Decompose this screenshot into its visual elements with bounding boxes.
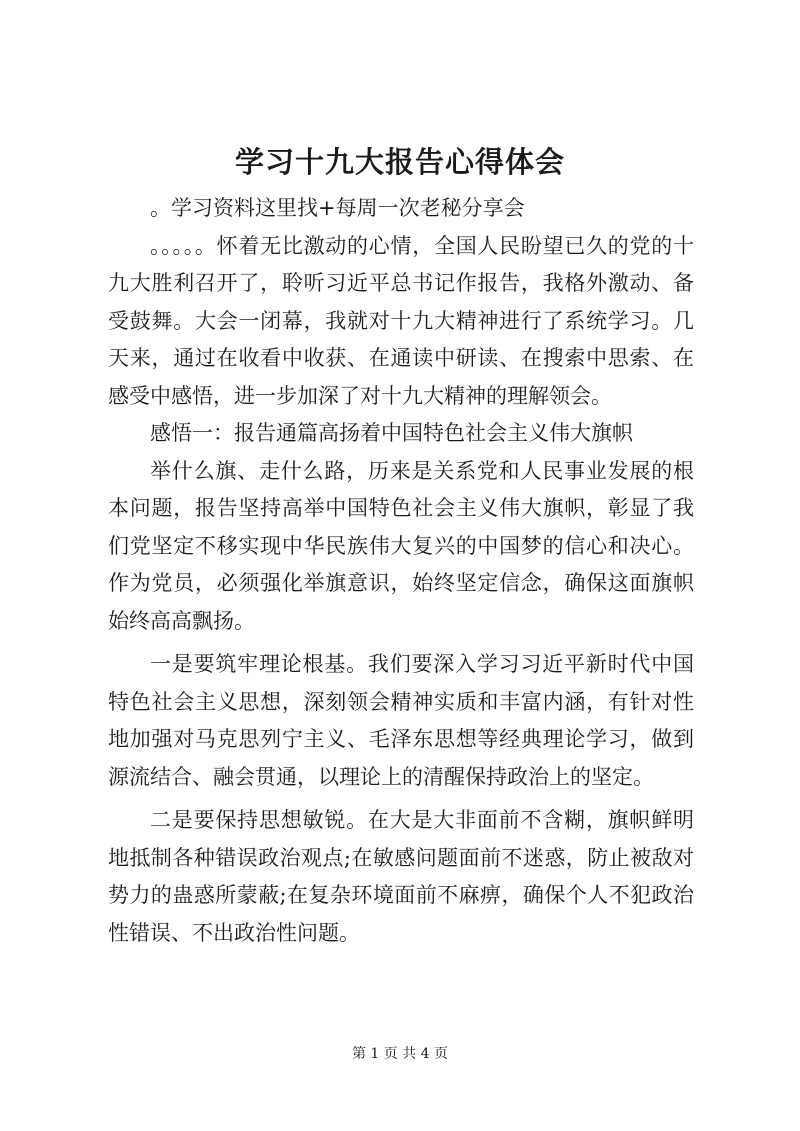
document-body	[108, 190, 694, 952]
page-footer: 第 1 页 共 4 页	[351, 1046, 449, 1062]
paragraph-heading-insight-one: 感悟一：报告通篇高扬着中国特色社会主义伟大旗帜	[150, 421, 633, 445]
paragraph-flag: 举什么旗、走什么路，历来是关系党和人民事业发展的根本问题，报告坚持高举中国特色社会主义伟大旗帜，彰显了我们党坚定不移实现中华民族伟大复兴的中国梦的信心和决心。作为党员，必须强化举旗意识，始终坚定信念，确保这面旗帜始终高高飘扬。	[108, 458, 694, 633]
paragraph-point-two: 二是要保持思想敏锐。在大是大非面前不含糊，旗帜鲜明地抵制各种错误政治观点;在敏感问题面前不迷惑，防止被敌对势力的蛊惑所蒙蔽;在复杂环境面前不麻痹，确保个人不犯政治性错误、不出政治性问题。	[108, 808, 694, 945]
paragraph-point-one: 一是要筑牢理论根基。我们要深入学习习近平新时代中国特色社会主义思想，深刻领会精神实质和丰富内涵，有针对性地加强对马克思列宁主义、毛泽东思想等经典理论学习，做到源流结合、融会贯通，以理论上的清醒保持政治上的坚定。	[108, 652, 694, 789]
document-title: 学习十九大报告心得体会	[234, 145, 565, 179]
paragraph-opening: 。。。。。怀着无比激动的心情，全国人民盼望已久的党的十九大胜利召开了，聆听习近平总书记作报告，我格外激动、备受鼓舞。大会一闭幕，我就对十九大精神进行了系统学习。几天来，通过在收看中收获、在通读中研读、在搜索中思索、在感受中感悟，进一步加深了对十九大精神的理解领会。	[108, 233, 694, 408]
paragraph-intro: 。学习资料这里找+每周一次老秘分享会	[150, 196, 525, 220]
